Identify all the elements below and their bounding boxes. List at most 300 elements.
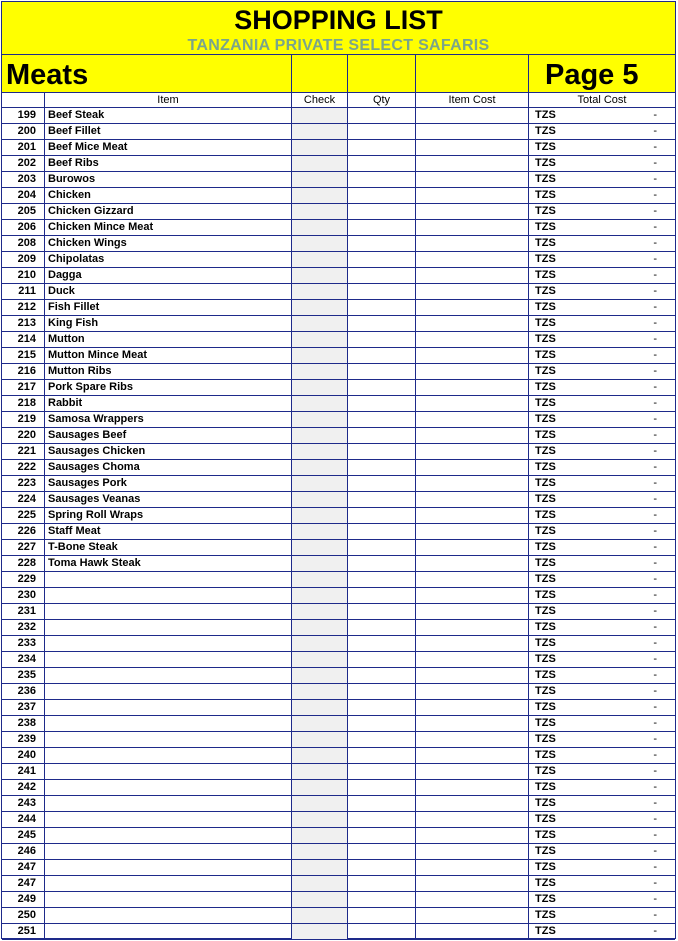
total-cost-cell[interactable] bbox=[529, 268, 675, 283]
total-cost-cell[interactable] bbox=[529, 732, 675, 747]
qty-cell[interactable] bbox=[348, 556, 416, 571]
item-cost-cell[interactable] bbox=[416, 828, 529, 843]
item-cost-cell[interactable] bbox=[416, 860, 529, 875]
qty-cell[interactable] bbox=[348, 540, 416, 555]
qty-cell[interactable] bbox=[348, 492, 416, 507]
currency-label: TZS bbox=[535, 365, 556, 377]
item-cost-cell[interactable] bbox=[416, 748, 529, 763]
total-cost-cell[interactable] bbox=[529, 524, 675, 539]
item-name-cell[interactable]: Sausages Veanas bbox=[45, 492, 292, 507]
item-cost-cell[interactable] bbox=[416, 348, 529, 363]
item-cost-cell[interactable] bbox=[416, 716, 529, 731]
item-name-cell[interactable]: Sausages Pork bbox=[45, 476, 292, 491]
table-row bbox=[2, 636, 675, 652]
check-cell[interactable] bbox=[292, 156, 348, 171]
total-cost-cell[interactable] bbox=[529, 716, 675, 731]
check-cell[interactable] bbox=[292, 172, 348, 187]
item-cost-cell[interactable] bbox=[416, 172, 529, 187]
total-cost-cell[interactable] bbox=[529, 364, 675, 379]
item-name-cell[interactable]: Dagga bbox=[45, 268, 292, 283]
item-name-cell[interactable] bbox=[45, 828, 292, 843]
check-cell[interactable] bbox=[292, 412, 348, 427]
check-cell[interactable] bbox=[292, 700, 348, 715]
qty-cell[interactable] bbox=[348, 572, 416, 587]
check-cell[interactable] bbox=[292, 876, 348, 891]
item-cost-cell[interactable] bbox=[416, 204, 529, 219]
item-cost-cell[interactable] bbox=[416, 156, 529, 171]
item-name-cell[interactable]: Chicken Wings bbox=[45, 236, 292, 251]
qty-cell[interactable] bbox=[348, 140, 416, 155]
item-name-cell[interactable]: Pork Spare Ribs bbox=[45, 380, 292, 395]
qty-cell[interactable] bbox=[348, 236, 416, 251]
item-name-cell[interactable] bbox=[45, 572, 292, 587]
check-cell[interactable] bbox=[292, 332, 348, 347]
item-name-cell[interactable] bbox=[45, 780, 292, 795]
item-name-cell[interactable]: Beef Mice Meat bbox=[45, 140, 292, 155]
total-cost-cell[interactable] bbox=[529, 428, 675, 443]
section-blank-cell[interactable] bbox=[292, 55, 348, 92]
total-cost-cell[interactable] bbox=[529, 316, 675, 331]
check-cell[interactable] bbox=[292, 572, 348, 587]
check-cell[interactable] bbox=[292, 268, 348, 283]
total-cost-cell[interactable] bbox=[529, 412, 675, 427]
check-cell[interactable] bbox=[292, 844, 348, 859]
item-name-cell[interactable]: Duck bbox=[45, 284, 292, 299]
check-cell[interactable] bbox=[292, 492, 348, 507]
currency-label: TZS bbox=[535, 173, 556, 185]
section-blank-cell[interactable] bbox=[416, 55, 529, 92]
qty-cell[interactable] bbox=[348, 892, 416, 907]
item-cost-cell[interactable] bbox=[416, 108, 529, 123]
total-cost-cell[interactable] bbox=[529, 812, 675, 827]
item-cost-cell[interactable] bbox=[416, 428, 529, 443]
item-name-cell[interactable] bbox=[45, 620, 292, 635]
qty-cell[interactable] bbox=[348, 220, 416, 235]
total-cost-cell[interactable] bbox=[529, 188, 675, 203]
total-cost-cell[interactable] bbox=[529, 380, 675, 395]
item-name-cell[interactable]: Beef Steak bbox=[45, 108, 292, 123]
item-name-cell[interactable]: Mutton Ribs bbox=[45, 364, 292, 379]
total-cost-cell[interactable] bbox=[529, 460, 675, 475]
check-cell[interactable] bbox=[292, 348, 348, 363]
qty-cell[interactable] bbox=[348, 412, 416, 427]
total-cost-cell[interactable] bbox=[529, 252, 675, 267]
total-cost-cell[interactable] bbox=[529, 236, 675, 251]
qty-cell[interactable] bbox=[348, 364, 416, 379]
total-cost-cell[interactable] bbox=[529, 284, 675, 299]
total-cost-cell[interactable] bbox=[529, 700, 675, 715]
check-cell[interactable] bbox=[292, 284, 348, 299]
item-name-cell[interactable] bbox=[45, 892, 292, 907]
qty-cell[interactable] bbox=[348, 524, 416, 539]
check-cell[interactable] bbox=[292, 668, 348, 683]
check-cell[interactable] bbox=[292, 684, 348, 699]
total-cost-cell[interactable] bbox=[529, 780, 675, 795]
qty-cell[interactable] bbox=[348, 764, 416, 779]
total-cost-cell[interactable] bbox=[529, 620, 675, 635]
section-title-cell[interactable] bbox=[2, 55, 292, 92]
total-cost-cell[interactable] bbox=[529, 556, 675, 571]
item-name-cell[interactable] bbox=[45, 812, 292, 827]
table-row bbox=[2, 876, 675, 892]
qty-cell[interactable] bbox=[348, 620, 416, 635]
table-row bbox=[2, 348, 675, 364]
total-cost-cell[interactable] bbox=[529, 172, 675, 187]
item-cost-cell[interactable] bbox=[416, 572, 529, 587]
total-value: - bbox=[653, 157, 657, 169]
item-cost-cell[interactable] bbox=[416, 652, 529, 667]
check-cell[interactable] bbox=[292, 732, 348, 747]
check-cell[interactable] bbox=[292, 588, 348, 603]
check-cell[interactable] bbox=[292, 188, 348, 203]
item-cost-cell[interactable] bbox=[416, 268, 529, 283]
row-number: 202 bbox=[2, 156, 45, 171]
total-value: - bbox=[653, 189, 657, 201]
total-cost-cell[interactable] bbox=[529, 668, 675, 683]
currency-label: TZS bbox=[535, 813, 556, 825]
qty-cell[interactable] bbox=[348, 284, 416, 299]
total-cost-cell[interactable] bbox=[529, 604, 675, 619]
item-cost-cell[interactable] bbox=[416, 700, 529, 715]
item-name-cell[interactable]: Beef Fillet bbox=[45, 124, 292, 139]
qty-cell[interactable] bbox=[348, 268, 416, 283]
table-row bbox=[2, 732, 675, 748]
qty-cell[interactable] bbox=[348, 156, 416, 171]
qty-cell[interactable] bbox=[348, 652, 416, 667]
item-name-cell[interactable]: Sausages Chicken bbox=[45, 444, 292, 459]
total-cost-cell[interactable] bbox=[529, 892, 675, 907]
item-cost-cell[interactable] bbox=[416, 236, 529, 251]
qty-cell[interactable] bbox=[348, 252, 416, 267]
check-cell[interactable] bbox=[292, 220, 348, 235]
check-cell[interactable] bbox=[292, 652, 348, 667]
qty-cell[interactable] bbox=[348, 588, 416, 603]
check-cell[interactable] bbox=[292, 780, 348, 795]
qty-cell[interactable] bbox=[348, 428, 416, 443]
check-cell[interactable] bbox=[292, 716, 348, 731]
item-name-cell[interactable] bbox=[45, 924, 292, 939]
check-cell[interactable] bbox=[292, 476, 348, 491]
total-cost-cell[interactable] bbox=[529, 220, 675, 235]
row-number: 244 bbox=[2, 812, 45, 827]
qty-cell[interactable] bbox=[348, 460, 416, 475]
total-value: - bbox=[653, 509, 657, 521]
total-cost-cell[interactable] bbox=[529, 124, 675, 139]
check-cell[interactable] bbox=[292, 108, 348, 123]
total-cost-cell[interactable] bbox=[529, 204, 675, 219]
qty-cell[interactable] bbox=[348, 700, 416, 715]
check-cell[interactable] bbox=[292, 828, 348, 843]
item-name-cell[interactable]: T-Bone Steak bbox=[45, 540, 292, 555]
item-cost-cell[interactable] bbox=[416, 396, 529, 411]
check-cell[interactable] bbox=[292, 364, 348, 379]
qty-cell[interactable] bbox=[348, 348, 416, 363]
qty-cell[interactable] bbox=[348, 876, 416, 891]
qty-cell[interactable] bbox=[348, 108, 416, 123]
qty-cell[interactable] bbox=[348, 908, 416, 923]
item-cost-cell[interactable] bbox=[416, 732, 529, 747]
total-cost-cell[interactable] bbox=[529, 636, 675, 651]
row-number: 239 bbox=[2, 732, 45, 747]
item-cost-cell[interactable] bbox=[416, 924, 529, 939]
section-blank-cell[interactable] bbox=[348, 55, 416, 92]
check-cell[interactable] bbox=[292, 636, 348, 651]
item-name-cell[interactable]: Burowos bbox=[45, 172, 292, 187]
item-cost-cell[interactable] bbox=[416, 908, 529, 923]
total-cost-cell[interactable] bbox=[529, 908, 675, 923]
check-cell[interactable] bbox=[292, 236, 348, 251]
qty-cell[interactable] bbox=[348, 332, 416, 347]
table-row bbox=[2, 140, 675, 156]
item-cost-cell[interactable] bbox=[416, 684, 529, 699]
item-cost-cell[interactable] bbox=[416, 764, 529, 779]
qty-cell[interactable] bbox=[348, 668, 416, 683]
check-cell[interactable] bbox=[292, 604, 348, 619]
item-name-cell[interactable] bbox=[45, 716, 292, 731]
currency-label: TZS bbox=[535, 829, 556, 841]
item-cost-cell[interactable] bbox=[416, 252, 529, 267]
total-cost-cell[interactable] bbox=[529, 540, 675, 555]
item-cost-cell[interactable] bbox=[416, 492, 529, 507]
item-cost-cell[interactable] bbox=[416, 524, 529, 539]
check-cell[interactable] bbox=[292, 380, 348, 395]
total-value: - bbox=[653, 621, 657, 633]
header-qty[interactable]: Qty bbox=[348, 93, 416, 107]
item-name-cell[interactable]: Rabbit bbox=[45, 396, 292, 411]
row-number: 217 bbox=[2, 380, 45, 395]
qty-cell[interactable] bbox=[348, 780, 416, 795]
check-cell[interactable] bbox=[292, 300, 348, 315]
item-name-cell[interactable]: Mutton bbox=[45, 332, 292, 347]
page-label-cell[interactable] bbox=[529, 55, 675, 92]
header-check[interactable]: Check bbox=[292, 93, 348, 107]
item-name-cell[interactable]: Chicken Mince Meat bbox=[45, 220, 292, 235]
qty-cell[interactable] bbox=[348, 796, 416, 811]
item-name-cell[interactable]: Sausages Choma bbox=[45, 460, 292, 475]
item-name-cell[interactable]: Beef Ribs bbox=[45, 156, 292, 171]
qty-cell[interactable] bbox=[348, 604, 416, 619]
item-cost-cell[interactable] bbox=[416, 412, 529, 427]
total-cost-cell[interactable] bbox=[529, 572, 675, 587]
total-cost-cell[interactable] bbox=[529, 508, 675, 523]
total-cost-cell[interactable] bbox=[529, 108, 675, 123]
check-cell[interactable] bbox=[292, 620, 348, 635]
item-cost-cell[interactable] bbox=[416, 620, 529, 635]
item-cost-cell[interactable] bbox=[416, 796, 529, 811]
item-name-cell[interactable]: Chicken bbox=[45, 188, 292, 203]
total-value: - bbox=[653, 925, 657, 937]
item-name-cell[interactable]: Chipolatas bbox=[45, 252, 292, 267]
qty-cell[interactable] bbox=[348, 188, 416, 203]
check-cell[interactable] bbox=[292, 812, 348, 827]
item-cost-cell[interactable] bbox=[416, 892, 529, 907]
item-name-cell[interactable] bbox=[45, 860, 292, 875]
qty-cell[interactable] bbox=[348, 844, 416, 859]
total-cost-cell[interactable] bbox=[529, 924, 675, 939]
total-cost-cell[interactable] bbox=[529, 876, 675, 891]
check-cell[interactable] bbox=[292, 556, 348, 571]
check-cell[interactable] bbox=[292, 428, 348, 443]
item-cost-cell[interactable] bbox=[416, 332, 529, 347]
check-cell[interactable] bbox=[292, 524, 348, 539]
total-value: - bbox=[653, 317, 657, 329]
total-cost-cell[interactable] bbox=[529, 588, 675, 603]
item-cost-cell[interactable] bbox=[416, 364, 529, 379]
item-name-cell[interactable]: Chicken Gizzard bbox=[45, 204, 292, 219]
total-cost-cell[interactable] bbox=[529, 156, 675, 171]
item-cost-cell[interactable] bbox=[416, 316, 529, 331]
item-cost-cell[interactable] bbox=[416, 300, 529, 315]
item-cost-cell[interactable] bbox=[416, 636, 529, 651]
check-cell[interactable] bbox=[292, 124, 348, 139]
item-name-cell[interactable] bbox=[45, 748, 292, 763]
total-cost-cell[interactable] bbox=[529, 332, 675, 347]
item-name-cell[interactable]: Staff Meat bbox=[45, 524, 292, 539]
check-cell[interactable] bbox=[292, 924, 348, 939]
check-cell[interactable] bbox=[292, 460, 348, 475]
item-name-cell[interactable] bbox=[45, 844, 292, 859]
item-name-cell[interactable]: Mutton Mince Meat bbox=[45, 348, 292, 363]
check-cell[interactable] bbox=[292, 748, 348, 763]
check-cell[interactable] bbox=[292, 204, 348, 219]
total-cost-cell[interactable] bbox=[529, 444, 675, 459]
total-cost-cell[interactable] bbox=[529, 764, 675, 779]
column-header-row bbox=[2, 93, 675, 108]
title-band bbox=[2, 2, 675, 55]
total-cost-cell[interactable] bbox=[529, 652, 675, 667]
item-cost-cell[interactable] bbox=[416, 124, 529, 139]
item-name-cell[interactable] bbox=[45, 700, 292, 715]
total-cost-cell[interactable] bbox=[529, 300, 675, 315]
item-cost-cell[interactable] bbox=[416, 604, 529, 619]
item-cost-cell[interactable] bbox=[416, 476, 529, 491]
qty-cell[interactable] bbox=[348, 828, 416, 843]
check-cell[interactable] bbox=[292, 252, 348, 267]
table-row bbox=[2, 828, 675, 844]
row-number: 205 bbox=[2, 204, 45, 219]
item-name-cell[interactable]: King Fish bbox=[45, 316, 292, 331]
check-cell[interactable] bbox=[292, 860, 348, 875]
check-cell[interactable] bbox=[292, 396, 348, 411]
item-name-cell[interactable]: Spring Roll Wraps bbox=[45, 508, 292, 523]
qty-cell[interactable] bbox=[348, 316, 416, 331]
item-name-cell[interactable]: Sausages Beef bbox=[45, 428, 292, 443]
qty-cell[interactable] bbox=[348, 924, 416, 939]
qty-cell[interactable] bbox=[348, 860, 416, 875]
qty-cell[interactable] bbox=[348, 508, 416, 523]
header-item[interactable]: Item bbox=[45, 93, 292, 107]
item-cost-cell[interactable] bbox=[416, 188, 529, 203]
qty-cell[interactable] bbox=[348, 172, 416, 187]
item-name-cell[interactable] bbox=[45, 604, 292, 619]
total-cost-cell[interactable] bbox=[529, 396, 675, 411]
item-name-cell[interactable]: Fish Fillet bbox=[45, 300, 292, 315]
item-cost-cell[interactable] bbox=[416, 556, 529, 571]
row-number: 247 bbox=[2, 876, 45, 891]
total-cost-cell[interactable] bbox=[529, 684, 675, 699]
total-cost-cell[interactable] bbox=[529, 844, 675, 859]
check-cell[interactable] bbox=[292, 140, 348, 155]
qty-cell[interactable] bbox=[348, 732, 416, 747]
qty-cell[interactable] bbox=[348, 300, 416, 315]
check-cell[interactable] bbox=[292, 316, 348, 331]
item-name-cell[interactable] bbox=[45, 764, 292, 779]
item-cost-cell[interactable] bbox=[416, 460, 529, 475]
qty-cell[interactable] bbox=[348, 396, 416, 411]
total-cost-cell[interactable] bbox=[529, 748, 675, 763]
item-name-cell[interactable] bbox=[45, 732, 292, 747]
qty-cell[interactable] bbox=[348, 636, 416, 651]
qty-cell[interactable] bbox=[348, 716, 416, 731]
qty-cell[interactable] bbox=[348, 380, 416, 395]
item-name-cell[interactable] bbox=[45, 636, 292, 651]
item-cost-cell[interactable] bbox=[416, 812, 529, 827]
check-cell[interactable] bbox=[292, 444, 348, 459]
qty-cell[interactable] bbox=[348, 812, 416, 827]
check-cell[interactable] bbox=[292, 540, 348, 555]
item-cost-cell[interactable] bbox=[416, 668, 529, 683]
item-cost-cell[interactable] bbox=[416, 876, 529, 891]
row-number: 236 bbox=[2, 684, 45, 699]
item-name-cell[interactable] bbox=[45, 652, 292, 667]
item-cost-cell[interactable] bbox=[416, 540, 529, 555]
item-name-cell[interactable] bbox=[45, 796, 292, 811]
total-cost-cell[interactable] bbox=[529, 860, 675, 875]
qty-cell[interactable] bbox=[348, 684, 416, 699]
item-name-cell[interactable] bbox=[45, 908, 292, 923]
currency-label: TZS bbox=[535, 477, 556, 489]
total-cost-cell[interactable] bbox=[529, 492, 675, 507]
item-name-cell[interactable] bbox=[45, 876, 292, 891]
total-value: - bbox=[653, 717, 657, 729]
header-number[interactable] bbox=[2, 93, 45, 107]
check-cell[interactable] bbox=[292, 892, 348, 907]
item-name-cell[interactable] bbox=[45, 668, 292, 683]
item-cost-cell[interactable] bbox=[416, 780, 529, 795]
check-cell[interactable] bbox=[292, 908, 348, 923]
item-name-cell[interactable] bbox=[45, 588, 292, 603]
qty-cell[interactable] bbox=[348, 124, 416, 139]
check-cell[interactable] bbox=[292, 764, 348, 779]
item-cost-cell[interactable] bbox=[416, 844, 529, 859]
header-total-cost[interactable]: Total Cost bbox=[577, 94, 627, 106]
item-cost-cell[interactable] bbox=[416, 444, 529, 459]
item-cost-cell[interactable] bbox=[416, 588, 529, 603]
total-cost-cell[interactable] bbox=[529, 140, 675, 155]
check-cell[interactable] bbox=[292, 508, 348, 523]
total-cost-cell[interactable] bbox=[529, 796, 675, 811]
qty-cell[interactable] bbox=[348, 444, 416, 459]
qty-cell[interactable] bbox=[348, 748, 416, 763]
item-cost-cell[interactable] bbox=[416, 380, 529, 395]
item-name-cell[interactable]: Samosa Wrappers bbox=[45, 412, 292, 427]
total-cost-cell[interactable] bbox=[529, 348, 675, 363]
qty-cell[interactable] bbox=[348, 476, 416, 491]
qty-cell[interactable] bbox=[348, 204, 416, 219]
total-cost-cell[interactable] bbox=[529, 476, 675, 491]
item-cost-cell[interactable] bbox=[416, 508, 529, 523]
item-cost-cell[interactable] bbox=[416, 140, 529, 155]
total-value: - bbox=[653, 365, 657, 377]
check-cell[interactable] bbox=[292, 796, 348, 811]
total-cost-cell[interactable] bbox=[529, 828, 675, 843]
total-value: - bbox=[653, 845, 657, 857]
item-name-cell[interactable]: Toma Hawk Steak bbox=[45, 556, 292, 571]
item-cost-cell[interactable] bbox=[416, 284, 529, 299]
header-item-cost[interactable]: Item Cost bbox=[416, 93, 529, 107]
item-name-cell[interactable] bbox=[45, 684, 292, 699]
item-cost-cell[interactable] bbox=[416, 220, 529, 235]
